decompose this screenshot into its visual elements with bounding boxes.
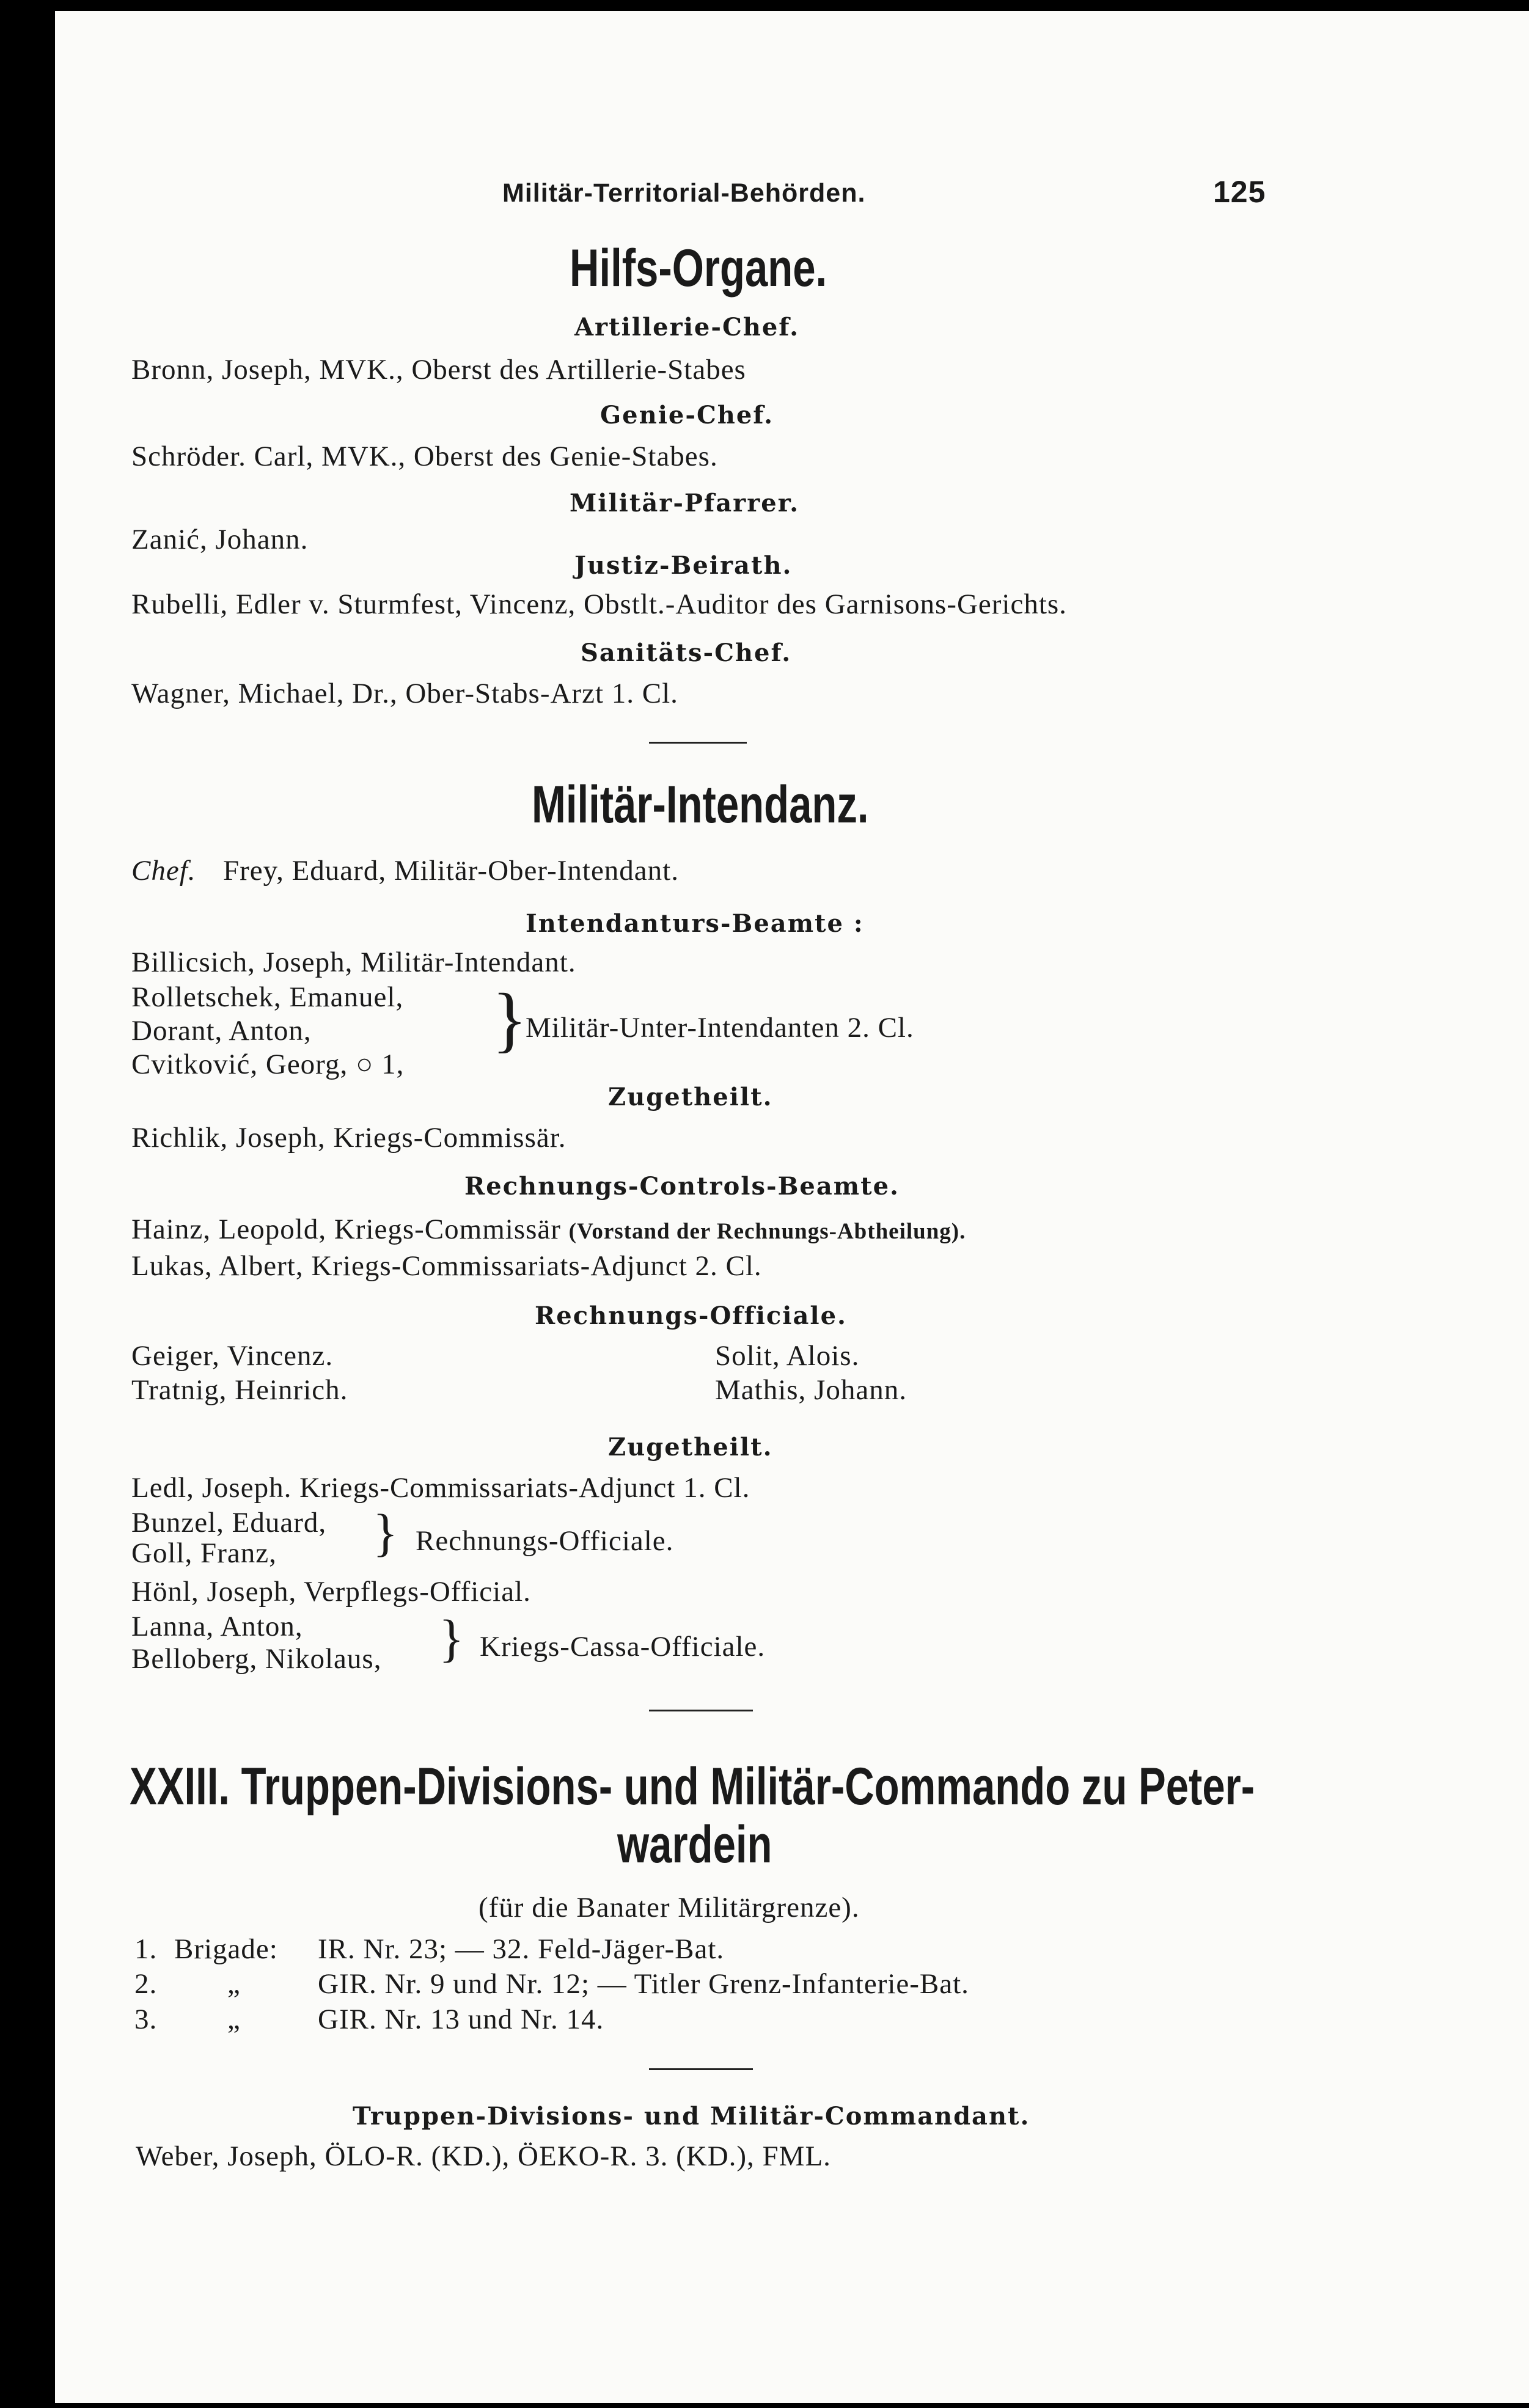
- brigade-num: 3.: [134, 2004, 158, 2035]
- brigade-num: 2.: [134, 1968, 158, 2000]
- brigade-label: „: [227, 1968, 241, 2000]
- controls-entry: Hainz, Leopold, Kriegs-Commissär (Vorstand der Rechnungs-Abtheilung).: [131, 1213, 966, 1245]
- group-name: Dorant, Anton,: [131, 1015, 312, 1047]
- heading-intendanturs-beamte: Intendanturs-Beamte :: [526, 909, 864, 938]
- heading-militaer-pfarrer: Militär-Pfarrer.: [570, 489, 800, 518]
- heading-genie-chef: Genie-Chef.: [600, 401, 774, 430]
- group-title: Militär-Unter-Intendanten 2. Cl.: [526, 1012, 914, 1044]
- section-title-xxiii: XXIII. Truppen-Divisions- und Militär-Commando zu Peter-: [130, 1757, 1255, 1816]
- divider: [649, 2068, 753, 2070]
- heading-rechnungs-officiale: Rechnungs-Officiale.: [535, 1301, 847, 1330]
- heading-rechnungs-controls-beamte: Rechnungs-Controls-Beamte.: [464, 1172, 900, 1201]
- section-title-militaer-intendanz: Militär-Intendanz.: [532, 775, 869, 834]
- brigade-label: „: [227, 2004, 241, 2035]
- zugetheilt-entry: Ledl, Joseph. Kriegs-Commissariats-Adjunct 1. Cl.: [131, 1472, 750, 1504]
- group-title: Rechnungs-Officiale.: [416, 1525, 674, 1557]
- heading-justiz-beirath: Justiz-Beirath.: [574, 551, 793, 580]
- curly-brace-icon: }: [492, 978, 527, 1059]
- entry-sanitaets-chef: Wagner, Michael, Dr., Ober-Stabs-Arzt 1. Cl.: [131, 678, 678, 709]
- group-name: Rolletschek, Emanuel,: [131, 981, 404, 1013]
- group-name: Goll, Franz,: [131, 1537, 277, 1569]
- brigade-label: Brigade:: [174, 1933, 278, 1965]
- zugetheilt-entry: Richlik, Joseph, Kriegs-Commissär.: [131, 1122, 566, 1154]
- heading-zugetheilt: Zugetheilt.: [608, 1433, 773, 1462]
- group-name: Cvitković, Georg, ○ 1,: [131, 1048, 405, 1080]
- controls-entry: Lukas, Albert, Kriegs-Commissariats-Adjunct 2. Cl.: [131, 1250, 762, 1282]
- chef-label: Chef.: [131, 855, 196, 887]
- entry-artillerie-chef: Bronn, Joseph, MVK., Oberst des Artillerie-Stabes: [131, 354, 746, 386]
- heading-artillerie-chef: Artillerie-Chef.: [574, 313, 800, 342]
- curly-brace-icon: }: [439, 1609, 464, 1667]
- divider: [649, 742, 747, 744]
- officiale-right: Solit, Alois.: [715, 1340, 860, 1372]
- beamte-entry: Billicsich, Joseph, Militär-Intendant.: [131, 946, 576, 978]
- officiale-left: Tratnig, Heinrich.: [131, 1374, 348, 1406]
- heading-sanitaets-chef: Sanitäts-Chef.: [581, 639, 792, 667]
- brigade-num: 1.: [134, 1933, 158, 1965]
- curly-brace-icon: }: [373, 1503, 398, 1562]
- group-name: Lanna, Anton,: [131, 1611, 303, 1642]
- commandant-entry: Weber, Joseph, ÖLO-R. (KD.), ÖEKO-R. 3. (KD.), FML.: [136, 2140, 831, 2172]
- section-title-hilfs-organe: Hilfs-Organe.: [570, 239, 827, 298]
- brigade-text: IR. Nr. 23; — 32. Feld-Jäger-Bat.: [318, 1933, 725, 1965]
- heading-commandant: Truppen-Divisions- und Militär-Commandant.: [353, 2102, 1030, 2131]
- subtitle: (für die Banater Militärgrenze).: [479, 1892, 860, 1923]
- group-name: Bunzel, Eduard,: [131, 1507, 327, 1539]
- brigade-text: GIR. Nr. 9 und Nr. 12; — Titler Grenz-Infanterie-Bat.: [318, 1968, 969, 2000]
- page-number: 125: [1213, 175, 1266, 209]
- officiale-right: Mathis, Johann.: [715, 1374, 907, 1406]
- entry-militaer-pfarrer: Zanić, Johann.: [131, 524, 309, 555]
- officiale-left: Geiger, Vincenz.: [131, 1340, 334, 1372]
- chef-entry: Frey, Eduard, Militär-Ober-Intendant.: [223, 855, 679, 887]
- entry-genie-chef: Schröder. Carl, MVK., Oberst des Genie-Stabes.: [131, 441, 718, 472]
- group-title: Kriegs-Cassa-Officiale.: [480, 1631, 766, 1663]
- heading-zugetheilt: Zugetheilt.: [608, 1083, 773, 1111]
- section-title-xxiii-cont: wardein: [617, 1815, 772, 1874]
- group-name: Belloberg, Nikolaus,: [131, 1643, 382, 1675]
- divider: [649, 1710, 753, 1711]
- brigade-text: GIR. Nr. 13 und Nr. 14.: [318, 2004, 604, 2035]
- running-title: Militär-Territorial-Behörden.: [502, 178, 866, 208]
- zugetheilt-entry: Hönl, Joseph, Verpflegs-Official.: [131, 1576, 531, 1608]
- entry-justiz-beirath: Rubelli, Edler v. Sturmfest, Vincenz, Obstlt.-Auditor des Garnisons-Gerichts.: [131, 588, 1067, 620]
